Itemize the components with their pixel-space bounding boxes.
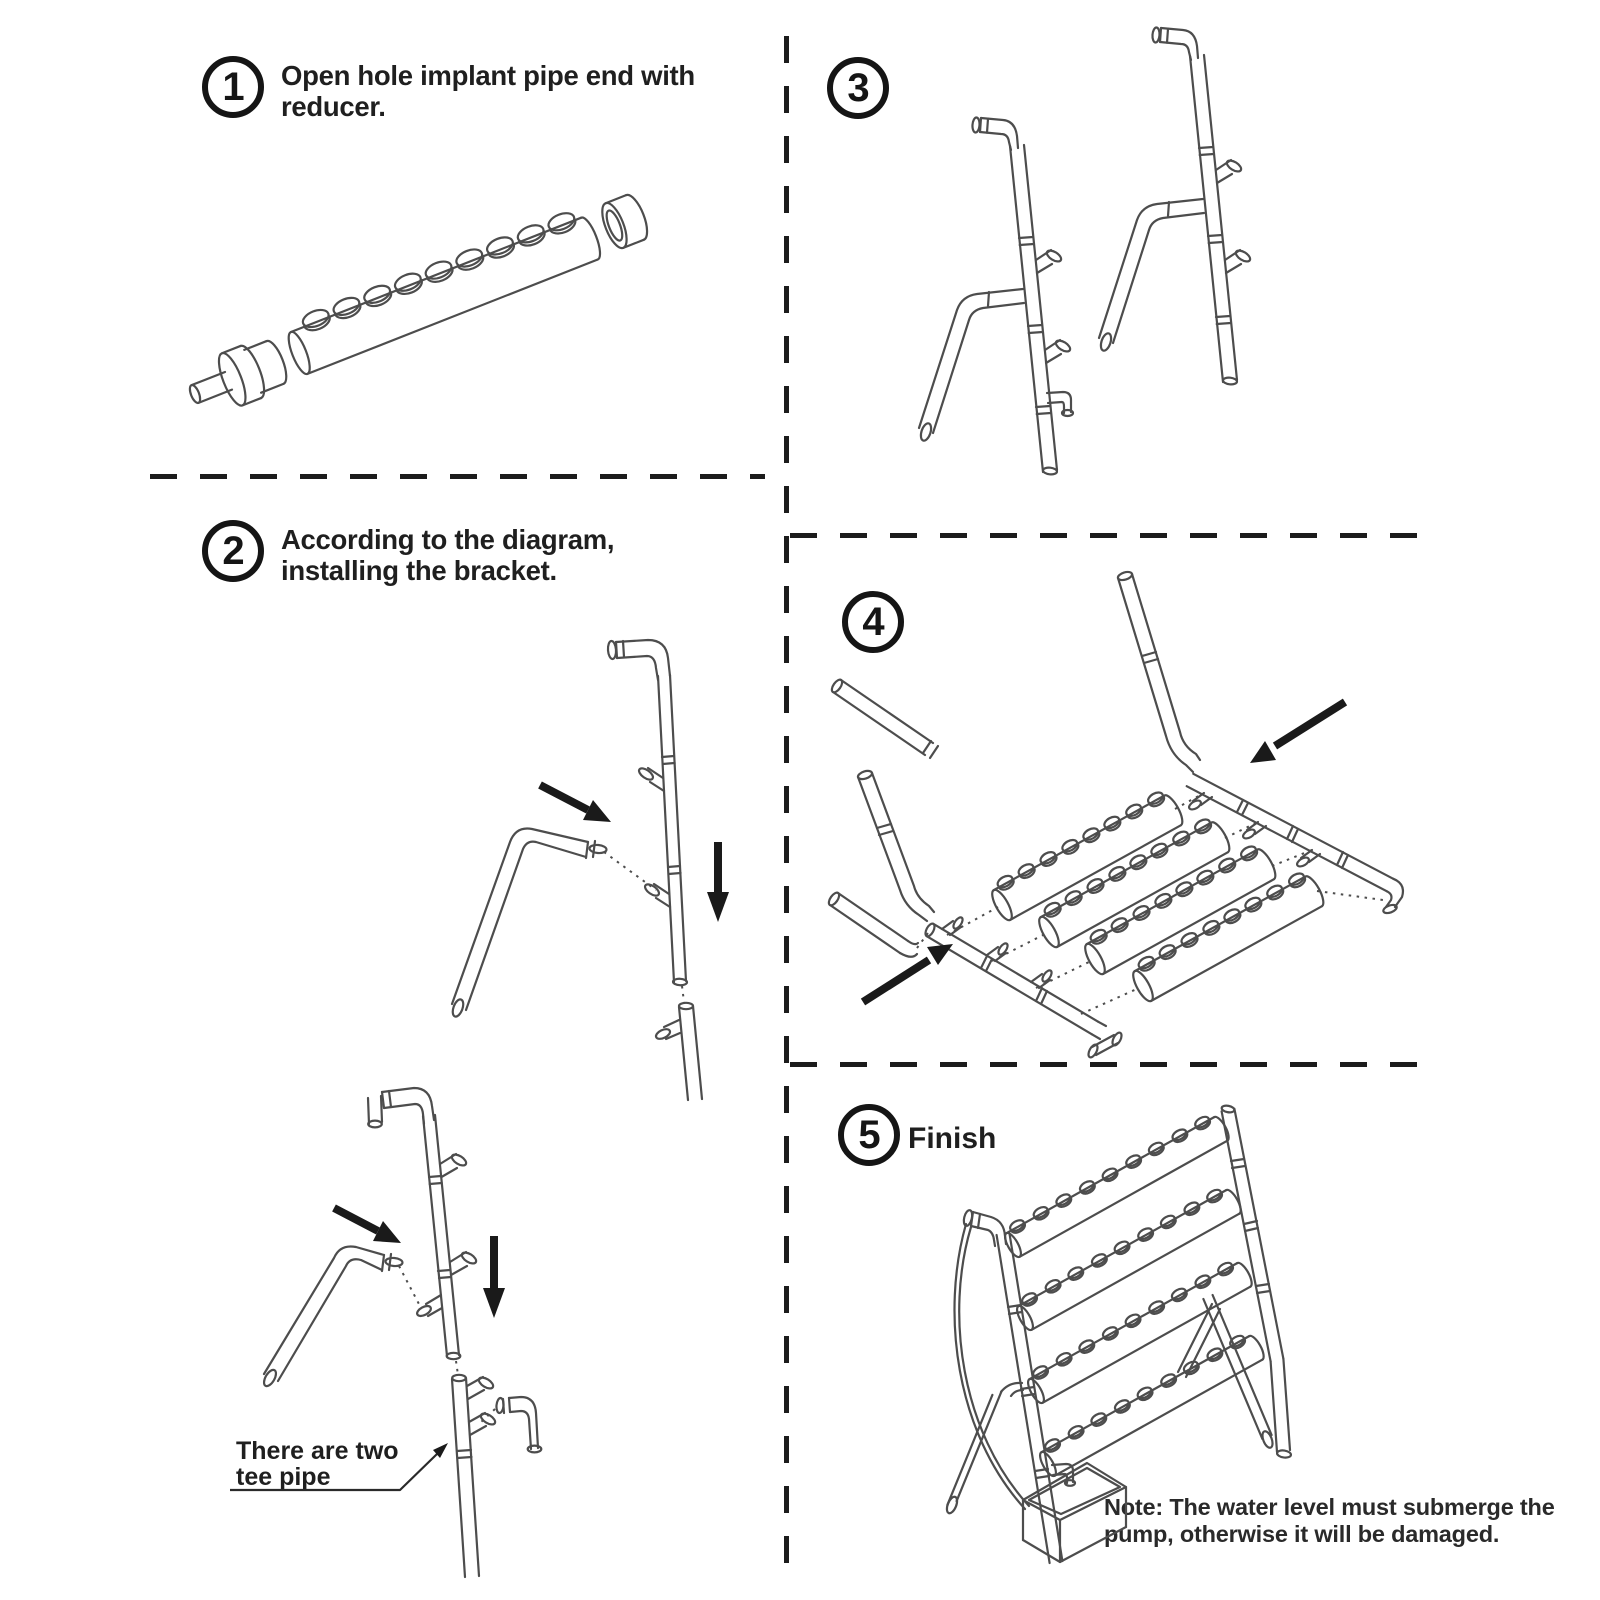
two-brackets-illustration	[895, 28, 1325, 508]
step-5-note: Note: The water level must submerge the pump, otherwise it will be damaged.	[1104, 1494, 1555, 1547]
step-3-badge	[827, 57, 889, 119]
hole-pipe-with-reducer-illustration	[165, 130, 755, 460]
step-4-number: 4	[862, 599, 884, 644]
step-3-number: 3	[847, 65, 869, 110]
divider-right-top	[790, 533, 1435, 538]
bracket-assembly-upper-illustration	[430, 630, 750, 1120]
arrow-down-icon	[483, 1236, 505, 1318]
divider-vertical	[784, 36, 789, 1566]
step-1-badge	[202, 56, 264, 118]
arrow-icon	[540, 785, 611, 822]
arrow-down-icon	[707, 842, 729, 922]
step-5-badge	[838, 1104, 900, 1166]
step-2-badge	[202, 520, 264, 582]
step-1-instruction: Open hole implant pipe end with reducer.	[281, 60, 695, 122]
callout-leader-line	[230, 1443, 448, 1490]
divider-right-bottom	[790, 1062, 1435, 1067]
step-2-instruction: According to the diagram, installing the bracket.	[281, 524, 615, 586]
step-5-finish-label: Finish	[908, 1122, 997, 1155]
step-1-number: 1	[222, 64, 244, 109]
bracket-assembly-lower-illustration	[222, 1058, 742, 1598]
step-2-number: 2	[222, 528, 244, 573]
callout-two-tee-pipe: There are two tee pipe	[236, 1437, 399, 1491]
plant-hole-cups	[300, 210, 578, 334]
finished-hydroponic-unit-illustration	[925, 1072, 1305, 1600]
arrow-icon	[863, 944, 953, 1002]
arrow-icon	[1250, 702, 1345, 763]
end-cap-icon	[597, 192, 652, 251]
divider-left	[150, 474, 765, 479]
arrow-icon	[334, 1208, 401, 1243]
frame-with-pipes-illustration	[805, 550, 1455, 1050]
step-5-number: 5	[858, 1112, 880, 1157]
